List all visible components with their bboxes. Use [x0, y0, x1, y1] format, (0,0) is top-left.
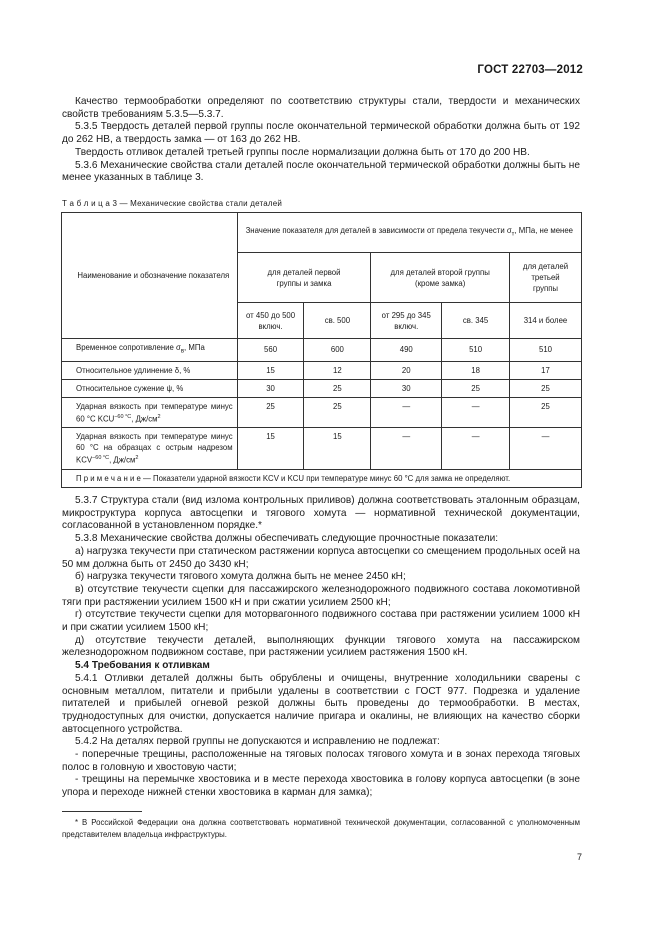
list-item: д) отсутствие текучести деталей, выполняющих функции тягового хомута на пассажирском железнодорожном подвижном составе, при растяжении усилием растяжения 1500 кН. [62, 634, 580, 659]
mechanical-properties-table [61, 212, 582, 488]
sub-header: св. 500 [304, 303, 371, 339]
cell: — [442, 397, 510, 428]
list-item: г) отсутствие текучести сцепки для моторвагонного подвижного состава при растяжении усилием 1000 кН и при сжатии усилием 1500 кН; [62, 609, 580, 634]
column-header-values: Значение показателя для деталей в зависимости от предела текучести $\sigma_т$, МПа, не менее [237, 213, 581, 253]
paragraph-5-3-7: 5.3.7 Структура стали (вид излома контрольных приливов) должна соответствовать эталонным образцам, микроструктура корпуса автосцепки и тягового хомута — нормативной технической документации, согласованной в установленном порядке.* [62, 495, 580, 532]
cell: 510 [510, 339, 582, 362]
cell: 15 [304, 428, 371, 470]
cell: 490 [371, 339, 442, 362]
table-row [62, 339, 582, 362]
cell: 17 [510, 361, 582, 379]
row-label-kcu: Ударная вязкость при температуре минус 60 °С $KCU^{-60 ^\circ С}$, $Дж/см^2$ [62, 397, 238, 428]
sub-header: 314 и более [510, 303, 582, 339]
paragraph: Качество термообработки определяют по соответствию структуры стали, твердости и механических свойств требованиям 5.3.5—5.3.7. [62, 96, 580, 120]
table-note: П р и м е ч а н и е — Показатели ударной вязкости KCV и KCU при температуре минус 60 °С для замка не определяют. [62, 469, 582, 487]
cell: 18 [442, 361, 510, 379]
group-header-2: для деталей второй группы (кроме замка) [371, 253, 510, 303]
list-item: а) нагрузка текучести при статическом растяжении корпуса автосцепки со смещением продольных осей на 50 мм должна быть от 2450 до 3430 кН; [62, 545, 580, 570]
footnote: * В Российской Федерации она должна соответствовать нормативной технической документации, согласованной с уполномоченным представителем владельца инфраструктуры. [62, 818, 580, 839]
cell: 15 [237, 428, 304, 470]
row-label: Относительное удлинение δ, % [62, 361, 238, 379]
cell: 25 [510, 379, 582, 397]
list-item: - поперечные трещины, расположенные на тяговых полосах тягового хомута и в зонах перехода тяговых полос в головную и хвостовую части; [62, 749, 580, 773]
table-caption: Т а б л и ц а 3 — Механические свойства стали деталей [62, 199, 283, 208]
cell: 30 [237, 379, 304, 397]
cell: — [371, 397, 442, 428]
table-row [62, 361, 582, 379]
cell: — [442, 428, 510, 470]
cell: 20 [371, 361, 442, 379]
list-item: в) отсутствие текучести сцепки для пассажирского железнодорожного подвижного состава локомотивной тяги при растяжении усилием 1500 кН и при сжатии усилием 2500 кН; [62, 583, 580, 608]
cell: 600 [304, 339, 371, 362]
row-label-kcv: Ударная вязкость при температуре минус 60 °С на образцах с острым надрезом $KCV^{-60 ^\circ С}$, $Дж/см^2$ [62, 428, 238, 470]
table-row [62, 428, 582, 470]
row-label: Относительное сужение ψ, % [62, 379, 238, 397]
cell: 25 [237, 397, 304, 428]
list-item: б) нагрузка текучести тягового хомута должна быть не менее 2450 кН; [75, 571, 406, 583]
cell: — [371, 428, 442, 470]
cell: 12 [304, 361, 371, 379]
list-item: - трещины на перемычке хвостовика и в месте перехода хвостовика в голову корпуса автосцепки (в зоне упора и переходе нижней стенки хвостовика в карман для замка); [62, 774, 580, 799]
paragraph-5-4-2: 5.4.2 На деталях первой группы не допускаются и исправлению не подлежат: [75, 736, 440, 748]
cell: 15 [237, 361, 304, 379]
cell: 25 [510, 397, 582, 428]
row-label: Временное сопротивление $\sigma_в$, МПа [62, 339, 238, 362]
cell: 25 [304, 379, 371, 397]
paragraph-5-3-6: 5.3.6 Механические свойства стали деталей после окончательной термической обработки должны быть не менее указанных в таблице 3. [62, 159, 580, 184]
table-row [62, 397, 582, 428]
table-row [62, 379, 582, 397]
cell: 510 [442, 339, 510, 362]
cell: 25 [442, 379, 510, 397]
main-paragraphs [62, 495, 580, 800]
column-header-name: Наименование и обозначение показателя [62, 213, 238, 339]
sub-header: от 295 до 345 включ. [371, 303, 442, 339]
sub-header: св. 345 [442, 303, 510, 339]
intro-paragraphs [62, 96, 580, 185]
paragraph-5-4-1: 5.4.1 Отливки деталей должны быть обрублены и очищены, внутренние холодильники сварены с основным металлом, питатели и прибыли удалены в соответствии с ГОСТ 977. Подрезка и удаление питателей и прибылей огневой резкой должны быть проведены до термообработки. В местах, труднодоступных для очистки, допускается наличие пригара и окалины, не влияющих на качество сборки автосцепного устройства. [62, 672, 580, 735]
paragraph-5-3-5: 5.3.5 Твердость деталей первой группы после окончательной термической обработки должна быть от 192 до 262 НВ, а твердость замка — от 163 до 262 НВ. [62, 121, 580, 146]
sub-header: от 450 до 500 включ. [237, 303, 304, 339]
footnote-divider [62, 811, 142, 812]
cell: 25 [304, 397, 371, 428]
cell: — [510, 428, 582, 470]
document-id: ГОСТ 22703—2012 [477, 64, 583, 76]
group-header-3: для деталей третьей группы [510, 253, 582, 303]
section-heading-5-4: 5.4 Требования к отливкам [75, 660, 210, 672]
paragraph: Твердость отливок деталей третьей группы после нормализации должна быть от 170 до 200 НВ. [75, 146, 530, 158]
paragraph-5-3-8: 5.3.8 Механические свойства должны обеспечивать следующие прочностные показатели: [75, 533, 499, 545]
cell: 560 [237, 339, 304, 362]
cell: 30 [371, 379, 442, 397]
page-number: 7 [576, 852, 582, 862]
group-header-1: для деталей первой группы и замка [237, 253, 371, 303]
